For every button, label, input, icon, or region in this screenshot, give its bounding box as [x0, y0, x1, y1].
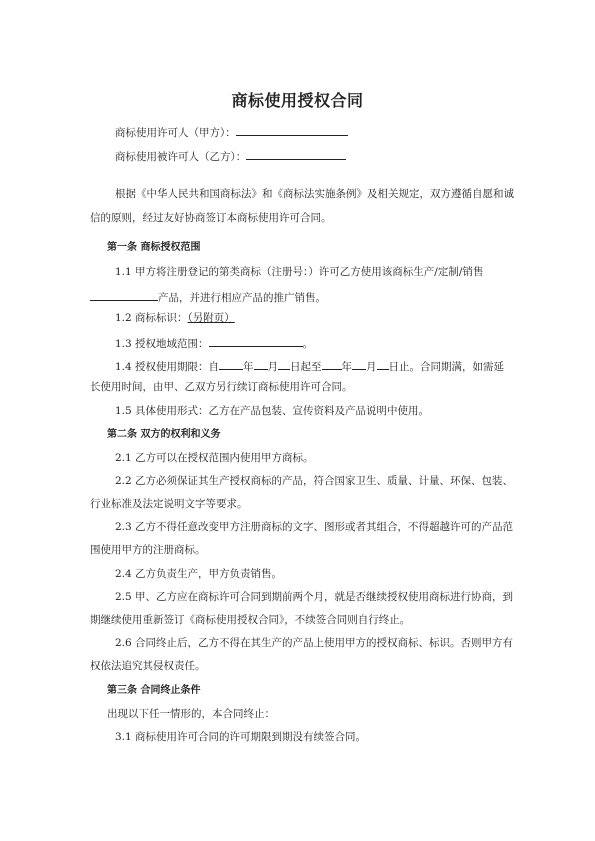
party-b-row — [115, 148, 346, 164]
year-label-2: 年 — [341, 361, 353, 373]
intro-line-1: 根据《中华人民共和国商标法》和《商标法实施条例》及相关规定，双方遵循自愿和诚 — [115, 188, 514, 200]
clause-1-4-line-2: 长使用时间，由甲、乙双方另行续订商标使用许可合同。 — [90, 381, 353, 393]
party-a-label: 商标使用许可人（甲方）： — [115, 127, 236, 139]
clause-1-3 — [115, 335, 313, 351]
region-blank[interactable] — [209, 335, 303, 347]
day-to-label: 日起至 — [290, 361, 322, 373]
clause-1-3-suffix: 。 — [302, 338, 314, 350]
month-label-2: 月 — [366, 361, 377, 373]
start-month-blank[interactable] — [254, 358, 268, 370]
trademark-mark-value: （另附页） — [187, 312, 235, 324]
clause-2-1: 2.1 乙方可以在授权范围内使用甲方商标。 — [115, 452, 314, 464]
start-day-blank[interactable] — [278, 358, 290, 370]
clause-2-2-line-1: 2.2 乙方必须保证其生产授权商标的产品，符合国家卫生、质量、计量、环保、包装、 — [115, 475, 514, 487]
clause-1-2-label: 1.2 商标标识： — [115, 312, 188, 324]
end-year-blank[interactable] — [322, 358, 342, 370]
clause-2-6-line-2: 权依法追究其侵权责任。 — [90, 660, 206, 672]
end-day-blank[interactable] — [377, 358, 389, 370]
product-blank[interactable] — [90, 289, 158, 301]
party-a-blank[interactable] — [236, 124, 348, 136]
party-b-label: 商标使用被许可人（乙方）： — [115, 151, 247, 163]
clause-2-6-line-1: 2.6 合同终止后，乙方不得在其生产的产品上使用甲方的授权商标、标识。否则甲方有 — [115, 637, 514, 649]
clause-1-2 — [115, 312, 235, 325]
clause-2-3-line-2: 围使用甲方的注册商标。 — [90, 544, 206, 556]
clause-2-2-line-2: 行业标准及法定说明文字等要求。 — [90, 498, 248, 510]
article3-intro: 出现以下任一情形的，本合同终止： — [107, 708, 275, 720]
clause-2-5-line-2: 期继续使用重新签订《商标使用授权合同》，不续签合同则自行终止。 — [90, 614, 411, 626]
clause-1-1-line-2 — [90, 289, 326, 305]
clause-1-4-from: 1.4 授权使用期限：自 — [115, 361, 220, 373]
clause-1-3-label: 1.3 授权地域范围： — [115, 338, 209, 350]
clause-2-5-line-1: 2.5 甲、乙方应在商标许可合同到期前两个月，就是否继续授权使用商标进行协商，到 — [115, 591, 514, 603]
party-b-blank[interactable] — [246, 148, 346, 160]
clause-1-1-line-1: 1.1 甲方将注册登记的第类商标（注册号：）许可乙方使用该商标生产/定制/销售 — [115, 266, 484, 278]
month-label: 月 — [267, 361, 279, 373]
article3-heading: 第三条 合同终止条件 — [107, 685, 201, 696]
year-label: 年 — [243, 361, 254, 373]
party-a-row — [115, 124, 348, 140]
clause-3-1: 3.1 商标使用许可合同的许可期限到期没有续签合同。 — [115, 731, 367, 743]
clause-1-5: 1.5 具体使用形式：乙方在产品包装、宣传资料及产品说明中使用。 — [115, 405, 430, 417]
clause-1-4-end: 日止。合同期满，如需延 — [388, 361, 505, 373]
start-year-blank[interactable] — [219, 358, 243, 370]
clause-1-1-text: 产品，并进行相应产品的推广销售。 — [158, 292, 326, 304]
document-title: 商标使用授权合同 — [231, 91, 364, 110]
article2-heading: 第二条 双方的权利和义务 — [107, 429, 221, 440]
intro-line-2: 信的原则，经过友好协商签订本商标使用许可合同。 — [90, 212, 332, 224]
clause-1-4-line-1 — [115, 358, 504, 374]
end-month-blank[interactable] — [352, 358, 366, 370]
clause-2-4: 2.4 乙方负责生产，甲方负责销售。 — [115, 568, 283, 580]
article1-heading: 第一条 商标授权范围 — [107, 242, 201, 253]
clause-2-3-line-1: 2.3 乙方不得任意改变甲方注册商标的文字、图形或者其组合，不得超越许可的产品范 — [115, 521, 514, 533]
